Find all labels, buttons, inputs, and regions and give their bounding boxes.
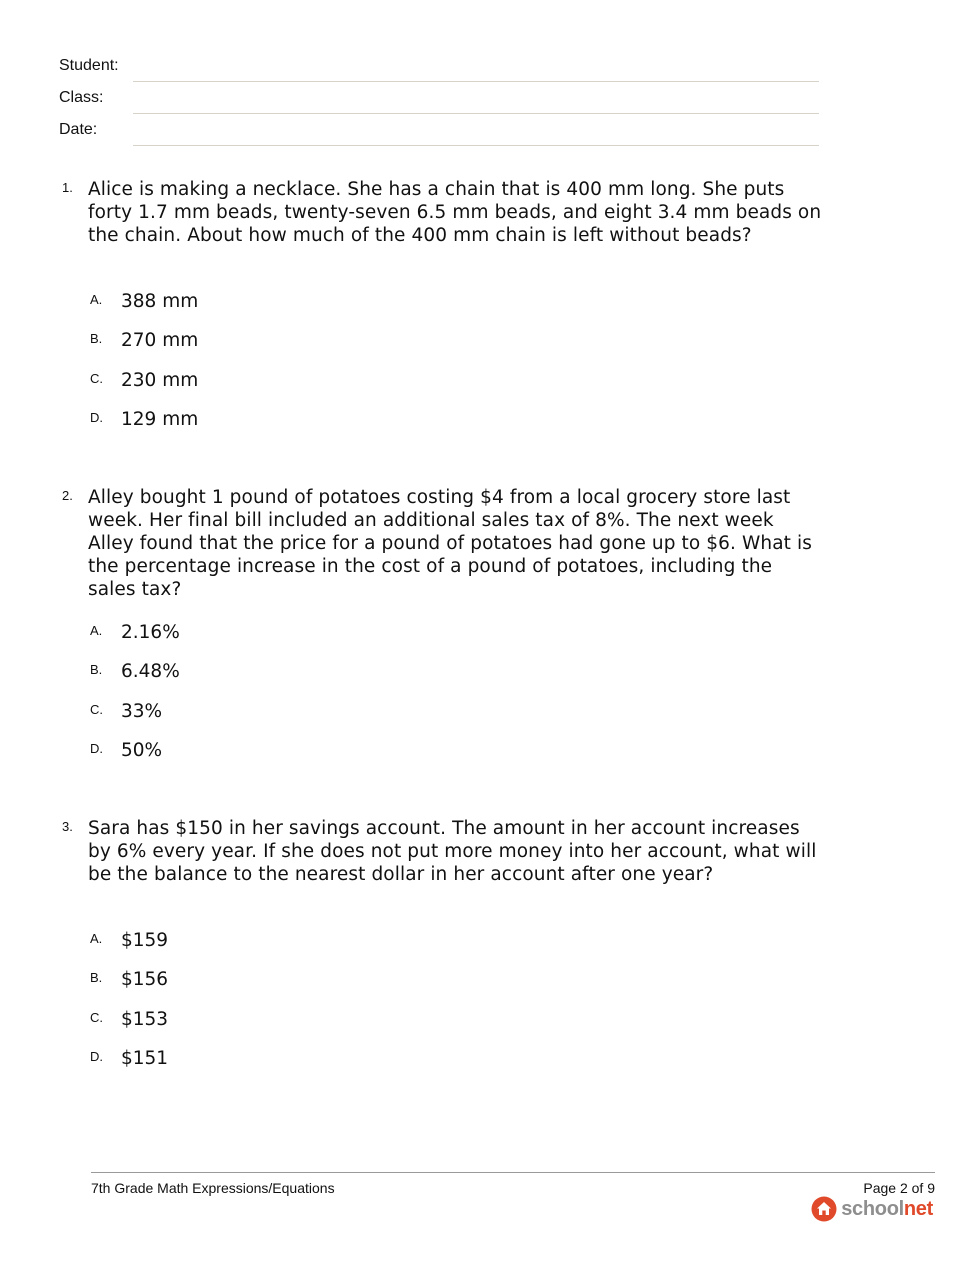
- choice-letter: D.: [90, 741, 103, 756]
- house-icon: [811, 1196, 837, 1222]
- choice-text: $156: [121, 969, 169, 990]
- page-number: Page 2 of 9: [863, 1180, 935, 1196]
- question-text: Sara has $150 in her savings account. The amount in her account increases by 6% every year. If she does not put more money into her account, what will be the balance to the nearest dollar in her account after one year?: [88, 818, 817, 885]
- choice-letter: B.: [90, 662, 103, 677]
- class-label: Class:: [59, 89, 104, 106]
- choice-letter: D.: [90, 1049, 103, 1064]
- logo-wordmark: schoolnet: [841, 1197, 933, 1220]
- schoolnet-logo: [811, 1195, 933, 1223]
- question-number: 2.: [62, 488, 73, 503]
- class-input-line[interactable]: [133, 113, 819, 114]
- choice-letter: D.: [90, 410, 103, 425]
- choice-letter: C.: [90, 702, 103, 717]
- student-field: [59, 52, 819, 84]
- class-field: [59, 84, 819, 116]
- question-number: 3.: [62, 819, 73, 834]
- question-text: Alley bought 1 pound of potatoes costing $4 from a local grocery store last week. Her final bill included an additional sales tax of 8%. The next week Alley found that the price for a pound of potatoes had gone up to $6. What is the percentage increase in the cost of a pound of potatoes, including the sales tax?: [88, 487, 812, 600]
- choice-letter: C.: [90, 371, 103, 386]
- choice-text: $151: [121, 1048, 169, 1069]
- choice-text: 33%: [121, 701, 163, 722]
- student-input-line[interactable]: [133, 81, 819, 82]
- choice-letter: B.: [90, 970, 103, 985]
- date-label: Date:: [59, 121, 98, 138]
- choice-text: 6.48%: [121, 661, 180, 682]
- footer-divider: [91, 1172, 935, 1173]
- choice-text: 2.16%: [121, 622, 180, 643]
- choice-letter: C.: [90, 1010, 103, 1025]
- choice-text: 388 mm: [121, 291, 199, 312]
- choice-text: 270 mm: [121, 330, 199, 351]
- choice-text: 129 mm: [121, 409, 199, 430]
- choice-text: 50%: [121, 740, 163, 761]
- choice-text: 230 mm: [121, 370, 199, 391]
- question-number: 1.: [62, 180, 73, 195]
- choice-letter: B.: [90, 331, 103, 346]
- question-text: Alice is making a necklace. She has a chain that is 400 mm long. She puts forty 1.7 mm beads, twenty-seven 6.5 mm beads, and eight 3.4 mm beads on the chain. About how much of the 400 mm chain is left without beads?: [88, 179, 822, 246]
- choice-letter: A.: [90, 292, 103, 307]
- student-info-fields: [59, 52, 819, 148]
- student-label: Student:: [59, 57, 119, 74]
- course-title: 7th Grade Math Expressions/Equations: [91, 1180, 335, 1196]
- choice-text: $153: [121, 1009, 169, 1030]
- choice-letter: A.: [90, 931, 103, 946]
- choice-text: $159: [121, 930, 169, 951]
- date-field: [59, 116, 819, 148]
- date-input-line[interactable]: [133, 145, 819, 146]
- choice-letter: A.: [90, 623, 103, 638]
